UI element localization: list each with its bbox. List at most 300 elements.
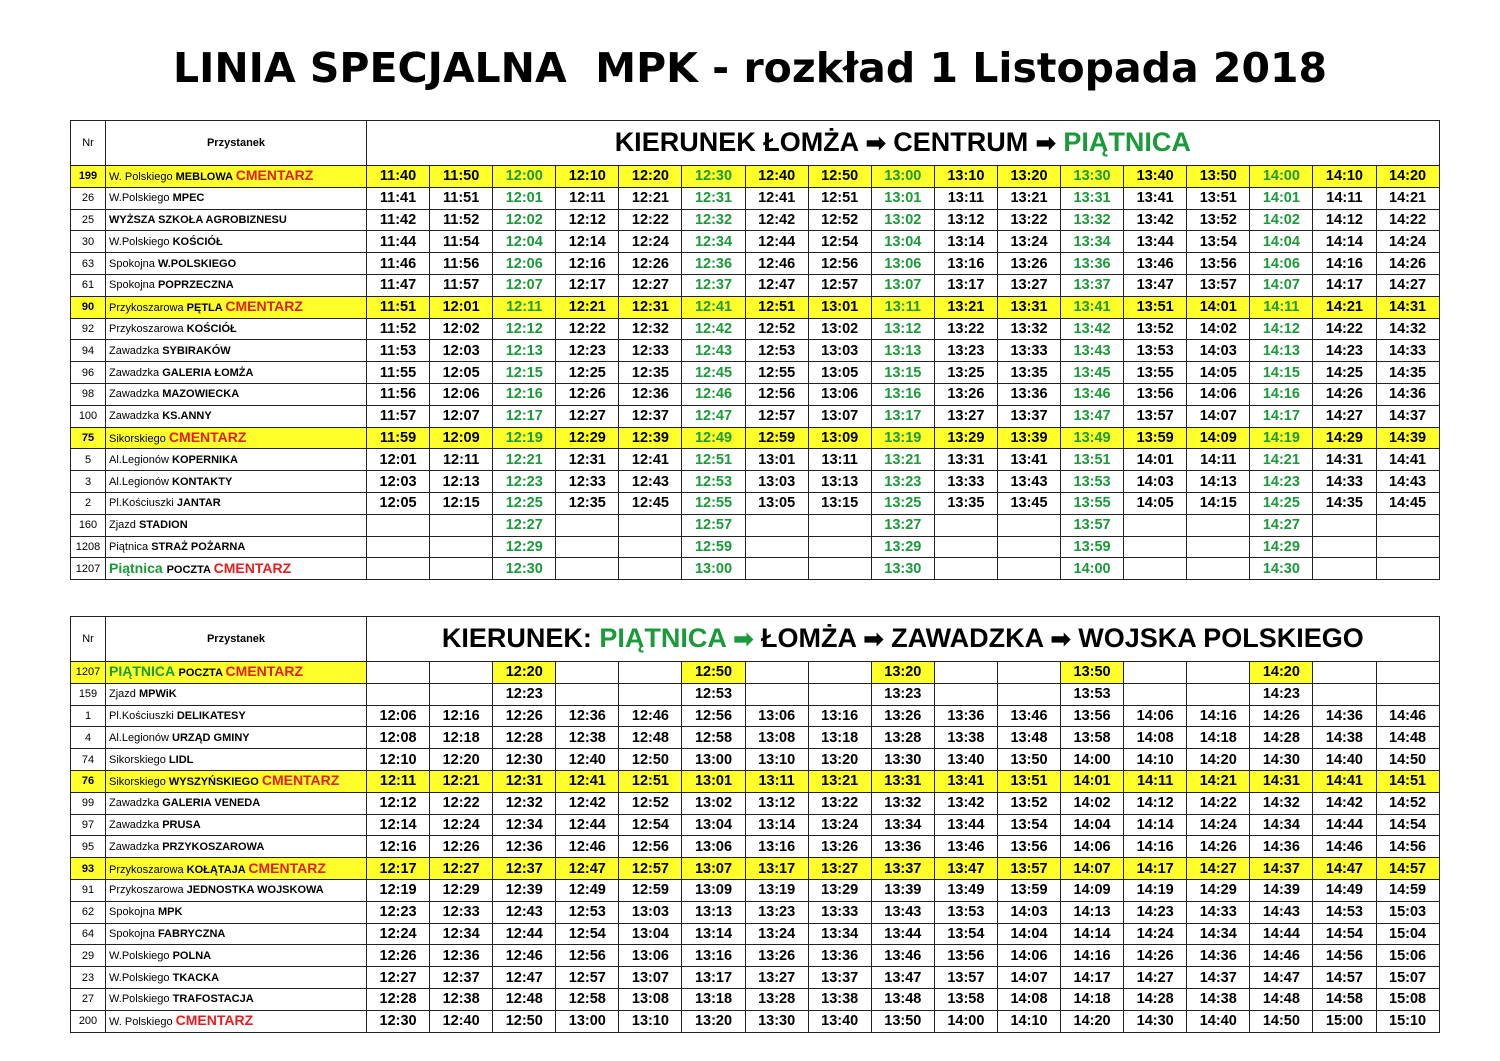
departure-time: 13:46 xyxy=(1061,383,1124,405)
departure-time: 13:22 xyxy=(934,318,997,340)
departure-time: 13:24 xyxy=(745,923,808,945)
stop-name-part: Zjazd xyxy=(109,688,139,701)
departure-time: 14:23 xyxy=(1313,340,1376,362)
departure-time: 13:09 xyxy=(682,879,745,901)
departure-time: 14:50 xyxy=(1376,749,1439,771)
departure-time: 14:29 xyxy=(1313,427,1376,449)
departure-time: 12:51 xyxy=(745,296,808,318)
departure-time: 14:27 xyxy=(1187,858,1250,880)
departure-time: 13:57 xyxy=(997,858,1060,880)
departure-time: 11:57 xyxy=(367,405,430,427)
departure-time: 13:50 xyxy=(1187,166,1250,188)
departure-time: 12:56 xyxy=(619,836,682,858)
table-row xyxy=(71,492,1440,514)
departure-time: 13:56 xyxy=(997,836,1060,858)
departure-time: 13:32 xyxy=(997,318,1060,340)
departure-time: 12:10 xyxy=(556,166,619,188)
departure-time: 13:13 xyxy=(682,901,745,923)
departure-time: 14:14 xyxy=(1061,923,1124,945)
departure-time: 13:16 xyxy=(934,253,997,275)
departure-time: 15:08 xyxy=(1376,988,1439,1010)
departure-time: 13:59 xyxy=(1061,536,1124,558)
stop-number: 30 xyxy=(71,231,106,253)
departure-time: 13:44 xyxy=(871,923,934,945)
departure-time: 14:39 xyxy=(1376,427,1439,449)
departure-time: 14:12 xyxy=(1124,792,1187,814)
departure-time: 12:33 xyxy=(430,901,493,923)
stop-name-part: POCZTA xyxy=(166,563,214,576)
stop-name-part: W. Polskiego xyxy=(109,1016,176,1029)
departure-time: 13:53 xyxy=(1061,471,1124,493)
stop-number: 3 xyxy=(71,471,106,493)
departure-time: 11:40 xyxy=(367,166,430,188)
departure-time xyxy=(1313,536,1376,558)
departure-time: 14:04 xyxy=(997,923,1060,945)
departure-time: 14:48 xyxy=(1250,988,1313,1010)
departure-time: 14:12 xyxy=(1313,209,1376,231)
departure-time: 13:11 xyxy=(871,296,934,318)
stop-name xyxy=(106,362,367,384)
departure-time: 12:31 xyxy=(619,296,682,318)
departure-time xyxy=(1187,683,1250,705)
departure-time: 14:42 xyxy=(1313,792,1376,814)
departure-time: 12:29 xyxy=(556,427,619,449)
departure-time: 14:51 xyxy=(1376,770,1439,792)
departure-time: 14:18 xyxy=(1187,727,1250,749)
departure-time: 12:11 xyxy=(556,187,619,209)
stop-name-part: JEDNOSTKA WOJSKOWA xyxy=(186,884,324,897)
table-row xyxy=(71,727,1440,749)
stop-name-part: KOŚCIÓŁ xyxy=(172,235,223,248)
departure-time: 12:25 xyxy=(493,492,556,514)
departure-time: 12:37 xyxy=(493,858,556,880)
departure-time xyxy=(1313,558,1376,580)
departure-time: 13:53 xyxy=(1061,683,1124,705)
stop-name-part: CMENTARZ xyxy=(248,859,326,876)
departure-time: 12:40 xyxy=(430,1010,493,1032)
departure-time xyxy=(367,683,430,705)
departure-time: 14:32 xyxy=(1250,792,1313,814)
departure-time: 13:35 xyxy=(934,492,997,514)
departure-time xyxy=(430,536,493,558)
table-row xyxy=(71,662,1440,684)
departure-time: 14:57 xyxy=(1376,858,1439,880)
departure-time: 12:04 xyxy=(493,231,556,253)
table-row xyxy=(71,340,1440,362)
departure-time: 13:51 xyxy=(997,770,1060,792)
stop-number: 92 xyxy=(71,318,106,340)
departure-time: 12:27 xyxy=(493,514,556,536)
stop-name xyxy=(106,749,367,771)
departure-time: 13:57 xyxy=(1124,405,1187,427)
departure-time: 13:30 xyxy=(745,1010,808,1032)
departure-time: 12:19 xyxy=(493,427,556,449)
departure-time: 12:57 xyxy=(745,405,808,427)
table-row xyxy=(71,1010,1440,1032)
departure-time: 15:04 xyxy=(1376,923,1439,945)
departure-time: 13:55 xyxy=(1124,362,1187,384)
stop-name-part: Pl.Kościuszki xyxy=(109,709,177,722)
departure-time: 14:01 xyxy=(1250,187,1313,209)
table-row xyxy=(71,879,1440,901)
departure-time: 13:30 xyxy=(1061,166,1124,188)
departure-time: 13:34 xyxy=(1061,231,1124,253)
header-stop: Przystanek xyxy=(106,617,367,662)
page-title: LINIA SPECJALNA MPK - rozkład 1 Listopada 2018 xyxy=(172,44,1328,92)
departure-time: 13:32 xyxy=(871,792,934,814)
departure-time: 12:21 xyxy=(430,770,493,792)
departure-time xyxy=(556,683,619,705)
stop-number: 96 xyxy=(71,362,106,384)
departure-time: 14:07 xyxy=(1250,274,1313,296)
departure-time: 14:26 xyxy=(1187,836,1250,858)
timetable-direction-piatnica xyxy=(70,120,1440,580)
departure-time: 13:54 xyxy=(997,814,1060,836)
departure-time: 12:05 xyxy=(430,362,493,384)
stop-name-part: PIĄTNICA xyxy=(109,663,179,680)
stop-name-part: Przykoszarowa xyxy=(109,884,187,897)
departure-time: 13:18 xyxy=(808,727,871,749)
departure-time: 13:00 xyxy=(682,749,745,771)
departure-time: 12:39 xyxy=(493,879,556,901)
departure-time xyxy=(367,662,430,684)
departure-time: 14:17 xyxy=(1313,274,1376,296)
direction-text: KIERUNEK: xyxy=(441,623,600,653)
departure-time: 12:57 xyxy=(556,967,619,989)
departure-time: 14:26 xyxy=(1124,945,1187,967)
departure-time: 13:56 xyxy=(934,945,997,967)
direction-text: PIĄTNICA xyxy=(1055,127,1191,157)
departure-time: 14:13 xyxy=(1250,340,1313,362)
departure-time: 14:40 xyxy=(1187,1010,1250,1032)
departure-time: 12:35 xyxy=(556,492,619,514)
stop-name-part: W.Polskiego xyxy=(109,192,173,205)
departure-time: 14:31 xyxy=(1250,770,1313,792)
departure-time xyxy=(997,662,1060,684)
departure-time: 13:18 xyxy=(682,988,745,1010)
departure-time: 13:47 xyxy=(934,858,997,880)
departure-time: 12:17 xyxy=(556,274,619,296)
departure-time: 13:06 xyxy=(619,945,682,967)
departure-time xyxy=(1313,683,1376,705)
stop-name-part: Zawadzka xyxy=(109,840,163,853)
departure-time: 13:43 xyxy=(1061,340,1124,362)
direction-text: ŁOMŻA xyxy=(753,623,864,653)
departure-time: 13:36 xyxy=(997,383,1060,405)
departure-time xyxy=(808,558,871,580)
departure-time: 13:37 xyxy=(1061,274,1124,296)
departure-time: 13:33 xyxy=(997,340,1060,362)
stop-name xyxy=(106,405,367,427)
departure-time: 13:19 xyxy=(871,427,934,449)
departure-time: 14:21 xyxy=(1250,449,1313,471)
departure-time: 14:39 xyxy=(1250,879,1313,901)
departure-time xyxy=(430,558,493,580)
departure-time: 13:14 xyxy=(682,923,745,945)
stop-name xyxy=(106,901,367,923)
departure-time: 13:14 xyxy=(934,231,997,253)
departure-time: 12:30 xyxy=(493,558,556,580)
table-row xyxy=(71,749,1440,771)
departure-time: 13:05 xyxy=(745,492,808,514)
stop-name-part: Pl.Kościuszki xyxy=(109,497,177,510)
stop-name-part: Spokojna xyxy=(109,906,158,919)
departure-time: 14:24 xyxy=(1376,231,1439,253)
stop-name-part: Przykoszarowa xyxy=(109,322,187,335)
departure-time: 13:25 xyxy=(871,492,934,514)
stop-name-part: JANTAR xyxy=(176,497,221,510)
stop-name xyxy=(106,383,367,405)
departure-time: 14:20 xyxy=(1250,662,1313,684)
departure-time: 12:05 xyxy=(367,492,430,514)
stop-name-part: Sikorskiego xyxy=(109,432,169,445)
departure-time: 14:50 xyxy=(1250,1010,1313,1032)
departure-time: 12:16 xyxy=(556,253,619,275)
departure-time: 14:36 xyxy=(1313,705,1376,727)
departure-time: 12:34 xyxy=(430,923,493,945)
departure-time: 14:38 xyxy=(1187,988,1250,1010)
departure-time: 12:07 xyxy=(493,274,556,296)
departure-time: 13:01 xyxy=(871,187,934,209)
timetable-direction-wojska-polskiego xyxy=(70,616,1440,1033)
departure-time: 13:26 xyxy=(997,253,1060,275)
departure-time: 14:24 xyxy=(1187,814,1250,836)
departure-time: 14:00 xyxy=(1061,558,1124,580)
departure-time: 13:26 xyxy=(745,945,808,967)
departure-time: 12:15 xyxy=(493,362,556,384)
departure-time: 14:36 xyxy=(1187,945,1250,967)
departure-time xyxy=(619,662,682,684)
departure-time: 12:59 xyxy=(745,427,808,449)
departure-time: 14:16 xyxy=(1187,705,1250,727)
departure-time: 12:24 xyxy=(619,231,682,253)
departure-time: 12:35 xyxy=(619,362,682,384)
table-row xyxy=(71,166,1440,188)
table-row xyxy=(71,187,1440,209)
departure-time: 12:59 xyxy=(682,536,745,558)
departure-time: 13:52 xyxy=(997,792,1060,814)
departure-time: 13:40 xyxy=(1124,166,1187,188)
stop-number: 199 xyxy=(71,166,106,188)
departure-time: 14:56 xyxy=(1376,836,1439,858)
stop-name xyxy=(106,231,367,253)
departure-time: 14:30 xyxy=(1250,749,1313,771)
departure-time: 13:36 xyxy=(871,836,934,858)
departure-time: 13:04 xyxy=(619,923,682,945)
departure-time: 12:56 xyxy=(682,705,745,727)
stop-name-part: Spokojna xyxy=(109,279,158,292)
departure-time: 14:54 xyxy=(1313,923,1376,945)
departure-time: 12:02 xyxy=(430,318,493,340)
header-row xyxy=(71,617,1440,662)
departure-time: 13:35 xyxy=(997,362,1060,384)
departure-time: 12:24 xyxy=(367,923,430,945)
departure-time: 13:06 xyxy=(808,383,871,405)
departure-time: 12:50 xyxy=(808,166,871,188)
stop-name-part: KOŁĄTAJA xyxy=(186,863,249,876)
stop-name xyxy=(106,858,367,880)
departure-time: 12:10 xyxy=(367,749,430,771)
stop-number: 160 xyxy=(71,514,106,536)
departure-time: 14:21 xyxy=(1376,187,1439,209)
departure-time: 14:19 xyxy=(1124,879,1187,901)
departure-time: 14:10 xyxy=(997,1010,1060,1032)
departure-time: 14:07 xyxy=(1187,405,1250,427)
departure-time: 13:02 xyxy=(871,209,934,231)
departure-time xyxy=(808,514,871,536)
departure-time: 12:36 xyxy=(619,383,682,405)
departure-time: 11:42 xyxy=(367,209,430,231)
direction-text: WOJSKA POLSKIEGO xyxy=(1070,623,1364,653)
departure-time: 14:01 xyxy=(1061,770,1124,792)
stop-name-part: DELIKATESY xyxy=(176,709,246,722)
departure-time: 14:31 xyxy=(1376,296,1439,318)
departure-time xyxy=(1187,536,1250,558)
departure-time: 14:15 xyxy=(1250,362,1313,384)
departure-time: 13:01 xyxy=(808,296,871,318)
departure-time: 12:52 xyxy=(745,318,808,340)
departure-time: 14:11 xyxy=(1313,187,1376,209)
departure-time: 12:16 xyxy=(493,383,556,405)
departure-time: 13:17 xyxy=(745,858,808,880)
departure-time: 13:11 xyxy=(808,449,871,471)
departure-time: 12:12 xyxy=(556,209,619,231)
departure-time: 14:21 xyxy=(1187,770,1250,792)
departure-time: 12:33 xyxy=(556,471,619,493)
departure-time: 13:20 xyxy=(808,749,871,771)
departure-time: 12:23 xyxy=(367,901,430,923)
stop-name-part: Zawadzka xyxy=(109,366,163,379)
departure-time: 13:07 xyxy=(871,274,934,296)
stop-name-part: Al.Legionów xyxy=(109,453,172,466)
departure-time: 13:16 xyxy=(871,383,934,405)
departure-time: 13:42 xyxy=(934,792,997,814)
departure-time: 14:20 xyxy=(1187,749,1250,771)
stop-name-part: MPWiK xyxy=(138,688,177,701)
table-row xyxy=(71,449,1440,471)
departure-time: 14:20 xyxy=(1061,1010,1124,1032)
departure-time: 12:15 xyxy=(430,492,493,514)
departure-time: 12:11 xyxy=(430,449,493,471)
departure-time: 13:06 xyxy=(871,253,934,275)
departure-time: 13:51 xyxy=(1124,296,1187,318)
departure-time: 13:03 xyxy=(745,471,808,493)
table-row xyxy=(71,814,1440,836)
departure-time xyxy=(934,536,997,558)
departure-time: 13:12 xyxy=(871,318,934,340)
departure-time: 12:46 xyxy=(682,383,745,405)
departure-time xyxy=(934,558,997,580)
stop-number: 62 xyxy=(71,901,106,923)
departure-time: 12:56 xyxy=(808,253,871,275)
departure-time: 12:27 xyxy=(619,274,682,296)
stop-name xyxy=(106,187,367,209)
departure-time: 14:57 xyxy=(1313,967,1376,989)
departure-time xyxy=(1376,662,1439,684)
departure-time: 12:29 xyxy=(430,879,493,901)
departure-time: 14:09 xyxy=(1061,879,1124,901)
stop-name xyxy=(106,967,367,989)
departure-time: 12:07 xyxy=(430,405,493,427)
departure-time xyxy=(1124,683,1187,705)
table-row xyxy=(71,858,1440,880)
stop-name xyxy=(106,945,367,967)
departure-time: 13:33 xyxy=(934,471,997,493)
departure-time: 13:50 xyxy=(1061,662,1124,684)
departure-time: 12:53 xyxy=(745,340,808,362)
departure-time: 13:28 xyxy=(871,727,934,749)
table-row xyxy=(71,901,1440,923)
stop-number: 2 xyxy=(71,492,106,514)
departure-time: 12:27 xyxy=(430,858,493,880)
stop-name-part: CMENTARZ xyxy=(261,772,340,789)
departure-time: 15:00 xyxy=(1313,1010,1376,1032)
departure-time: 12:09 xyxy=(430,427,493,449)
departure-time: 14:46 xyxy=(1376,705,1439,727)
departure-time: 13:50 xyxy=(871,1010,934,1032)
departure-time: 14:36 xyxy=(1376,383,1439,405)
stop-name-part: Sikorskiego xyxy=(109,776,169,789)
departure-time: 14:17 xyxy=(1061,967,1124,989)
departure-time: 13:15 xyxy=(808,492,871,514)
departure-time: 13:29 xyxy=(934,427,997,449)
departure-time: 12:27 xyxy=(556,405,619,427)
departure-time: 13:06 xyxy=(682,836,745,858)
departure-time: 11:46 xyxy=(367,253,430,275)
departure-time: 12:51 xyxy=(808,187,871,209)
departure-time: 13:09 xyxy=(808,427,871,449)
departure-time: 13:46 xyxy=(871,945,934,967)
departure-time: 12:01 xyxy=(430,296,493,318)
departure-time: 12:34 xyxy=(682,231,745,253)
departure-time: 14:18 xyxy=(1061,988,1124,1010)
departure-time: 13:23 xyxy=(745,901,808,923)
departure-time: 14:46 xyxy=(1250,945,1313,967)
stop-number: 98 xyxy=(71,383,106,405)
departure-time xyxy=(1376,558,1439,580)
stop-number: 25 xyxy=(71,209,106,231)
table-row xyxy=(71,945,1440,967)
stop-name-part: Zawadzka xyxy=(109,818,163,831)
departure-time: 13:21 xyxy=(997,187,1060,209)
departure-time: 15:03 xyxy=(1376,901,1439,923)
departure-time: 13:41 xyxy=(1061,296,1124,318)
departure-time: 13:22 xyxy=(997,209,1060,231)
departure-time: 13:37 xyxy=(871,858,934,880)
departure-time: 14:56 xyxy=(1313,945,1376,967)
departure-time: 12:22 xyxy=(556,318,619,340)
departure-time: 14:21 xyxy=(1313,296,1376,318)
departure-time: 12:16 xyxy=(367,836,430,858)
departure-time: 12:30 xyxy=(682,166,745,188)
departure-time xyxy=(1187,558,1250,580)
departure-time: 13:36 xyxy=(934,705,997,727)
stop-number: 1208 xyxy=(71,536,106,558)
stop-name-part: W. Polskiego xyxy=(109,171,176,184)
departure-time: 12:36 xyxy=(682,253,745,275)
departure-time: 11:52 xyxy=(367,318,430,340)
departure-time: 12:06 xyxy=(493,253,556,275)
departure-time: 12:38 xyxy=(556,727,619,749)
stop-name-part: KS.ANNY xyxy=(162,410,212,423)
departure-time: 15:06 xyxy=(1376,945,1439,967)
departure-time: 14:14 xyxy=(1124,814,1187,836)
departure-time: 13:34 xyxy=(871,814,934,836)
departure-time: 11:54 xyxy=(430,231,493,253)
departure-time xyxy=(808,683,871,705)
departure-time: 12:26 xyxy=(367,945,430,967)
departure-time: 13:23 xyxy=(934,340,997,362)
